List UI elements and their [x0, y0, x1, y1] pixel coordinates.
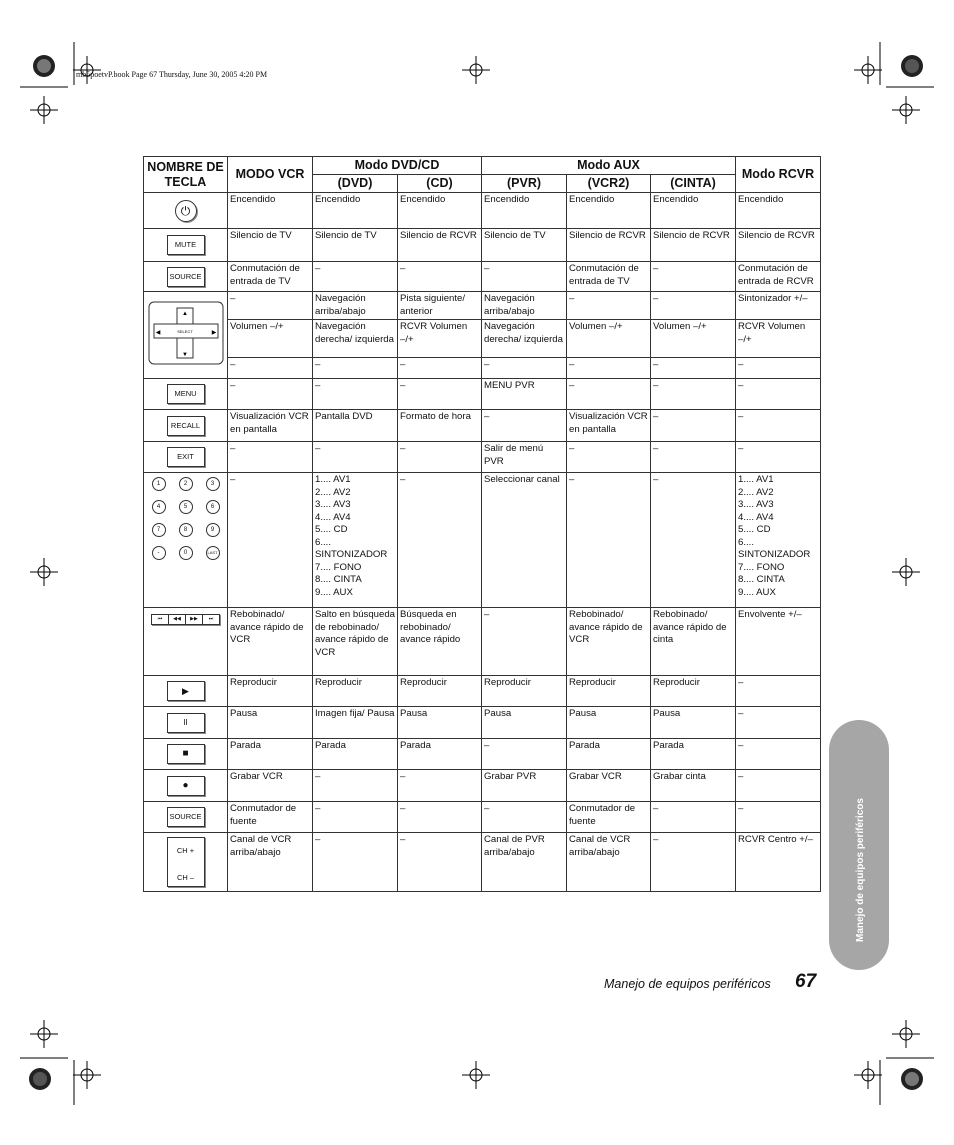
rewind-icon: ◀◀: [169, 615, 186, 624]
table-cell: –: [567, 358, 651, 379]
table-cell: Volumen –/+: [651, 320, 736, 358]
table-row: [144, 833, 821, 892]
table-cell: Parada: [313, 739, 398, 770]
table-cell: Silencio de TV: [482, 229, 567, 262]
table-cell: Salto en búsqueda de rebobinado/ avance rápido de VCR: [313, 608, 398, 676]
table-cell: –: [398, 473, 482, 608]
table-cell: –: [736, 739, 821, 770]
table-cell: Reproducir: [651, 676, 736, 707]
col-dvd: (DVD): [313, 175, 398, 193]
table-cell: Silencio de TV: [313, 229, 398, 262]
skip-back-icon: ⏮: [152, 615, 169, 624]
source-key-icon: SOURCE: [167, 267, 205, 287]
section-side-label: Manejo de equipos periféricos: [855, 798, 866, 942]
fast-forward-icon: ▶▶: [186, 615, 203, 624]
table-cell: 1.... AV1 2.... AV2 3.... AV3 4.... AV4 5.... CD 6.... SINTONIZADOR 7.... FONO 8.... CINTA 9.... AUX: [736, 473, 821, 608]
num-6-icon: 6: [206, 500, 220, 514]
table-cell: Seleccionar canal: [482, 473, 567, 608]
record-key-icon: ●: [167, 776, 205, 796]
table-cell: –: [567, 379, 651, 410]
table-cell: Conmutación de entrada de TV: [567, 262, 651, 292]
col-vcr-mode: MODO VCR: [228, 157, 313, 193]
table-cell: –: [398, 358, 482, 379]
table-cell: Encendido: [228, 193, 313, 229]
table-cell: Imagen fija/ Pausa: [313, 707, 398, 739]
svg-text:▶: ▶: [211, 329, 216, 336]
num-2-icon: 2: [179, 477, 193, 491]
table-cell: Sintonizador +/–: [736, 292, 821, 320]
table-cell: –: [228, 442, 313, 473]
stop-key-icon: ■: [167, 744, 205, 764]
table-cell: Grabar VCR: [567, 770, 651, 802]
table-row: [144, 292, 821, 320]
table-cell: Grabar cinta: [651, 770, 736, 802]
table-cell: Pausa: [398, 707, 482, 739]
table-cell: Rebobinado/ avance rápido de VCR: [228, 608, 313, 676]
table-cell: –: [398, 262, 482, 292]
table-cell: Conmutador de fuente: [567, 802, 651, 833]
table-cell: –: [398, 802, 482, 833]
table-cell: –: [313, 379, 398, 410]
table-cell: –: [228, 379, 313, 410]
svg-text:◀: ◀: [155, 329, 160, 336]
table-cell: Pausa: [651, 707, 736, 739]
table-row: [144, 707, 821, 739]
table-cell: –: [651, 292, 736, 320]
transport-keys-icon: [151, 614, 220, 625]
table-cell: –: [736, 707, 821, 739]
table-cell: –: [651, 833, 736, 892]
num-5-icon: 5: [179, 500, 193, 514]
table-cell: Parada: [651, 739, 736, 770]
table-cell: Canal de VCR arriba/abajo: [228, 833, 313, 892]
table-cell: Parada: [567, 739, 651, 770]
table-cell: Silencio de RCVR: [398, 229, 482, 262]
table-cell: Navegación derecha/ izquierda: [482, 320, 567, 358]
table-cell: Salir de menú PVR: [482, 442, 567, 473]
table-cell: –: [651, 442, 736, 473]
dpad-select-label: SELECT: [176, 328, 193, 334]
num-last-icon: LAST: [206, 546, 220, 560]
table-cell: Visualización VCR en pantalla: [228, 410, 313, 442]
table-cell: Navegación arriba/abajo: [313, 292, 398, 320]
num-9-icon: 9: [206, 523, 220, 537]
table-cell: –: [567, 473, 651, 608]
table-cell: –: [313, 833, 398, 892]
table-cell: –: [651, 802, 736, 833]
table-cell: –: [313, 442, 398, 473]
table-cell: –: [228, 358, 313, 379]
table-row: [144, 193, 821, 229]
table-row: [144, 229, 821, 262]
table-cell: Rebobinado/ avance rápido de cinta: [651, 608, 736, 676]
table-cell: –: [313, 358, 398, 379]
table-row: [144, 358, 821, 379]
col-pvr: (PVR): [482, 175, 567, 193]
table-cell: –: [736, 442, 821, 473]
table-cell: –: [313, 262, 398, 292]
table-cell: Conmutador de fuente: [228, 802, 313, 833]
table-cell: Envolvente +/–: [736, 608, 821, 676]
table-cell: Canal de PVR arriba/abajo: [482, 833, 567, 892]
skip-forward-icon: ⏭: [208, 616, 214, 622]
table-cell: Volumen –/+: [228, 320, 313, 358]
channel-key-icon: [167, 837, 205, 887]
exit-key-icon: EXIT: [167, 447, 205, 467]
col-key-name: NOMBRE DE TECLA: [144, 157, 228, 193]
table-cell: –: [482, 802, 567, 833]
ch-up-label: CH +: [176, 846, 195, 855]
ch-down-label: CH –: [176, 872, 195, 882]
table-cell: –: [398, 442, 482, 473]
table-row: [144, 410, 821, 442]
table-row: [144, 320, 821, 358]
table-cell: Grabar PVR: [482, 770, 567, 802]
table-row: [144, 802, 821, 833]
table-cell: –: [313, 770, 398, 802]
table-cell: Pausa: [228, 707, 313, 739]
table-cell: Visualización VCR en pantalla: [567, 410, 651, 442]
header-row-1: [144, 157, 821, 175]
table-cell: Búsqueda en rebobinado/ avance rápido: [398, 608, 482, 676]
table-cell: Pausa: [567, 707, 651, 739]
col-cd: (CD): [398, 175, 482, 193]
table-cell: –: [567, 442, 651, 473]
table-cell: Encendido: [651, 193, 736, 229]
num-4-icon: 4: [152, 500, 166, 514]
table-cell: –: [651, 358, 736, 379]
table-row: [144, 379, 821, 410]
table-cell: Encendido: [567, 193, 651, 229]
table-cell: Reproducir: [567, 676, 651, 707]
num-1-icon: 1: [152, 477, 166, 491]
table-cell: –: [651, 379, 736, 410]
table-row: [144, 608, 821, 676]
num-3-icon: 3: [206, 477, 220, 491]
pause-key-icon: II: [167, 713, 205, 733]
key-icon-cell: [144, 193, 228, 229]
footer-title: Manejo de equipos periféricos: [604, 977, 771, 991]
table-cell: –: [651, 262, 736, 292]
source-key-icon-2: SOURCE: [167, 807, 205, 827]
table-cell: Silencio de RCVR: [651, 229, 736, 262]
table-cell: Reproducir: [313, 676, 398, 707]
table-cell: –: [736, 770, 821, 802]
play-key-icon: ▶: [167, 681, 205, 701]
table-cell: –: [482, 410, 567, 442]
col-dvdcd-mode: Modo DVD/CD: [313, 157, 482, 175]
num-8-icon: 8: [179, 523, 193, 537]
table-row: [144, 473, 821, 608]
table-cell: Conmutación de entrada de RCVR: [736, 262, 821, 292]
table-cell: RCVR Volumen –/+: [736, 320, 821, 358]
table-cell: –: [482, 739, 567, 770]
table-row: [144, 442, 821, 473]
table-cell: –: [398, 833, 482, 892]
remote-key-table: [143, 156, 821, 892]
col-cinta: (CINTA): [651, 175, 736, 193]
table-cell: Canal de VCR arriba/abajo: [567, 833, 651, 892]
table-cell: –: [398, 379, 482, 410]
svg-text:▲: ▲: [181, 310, 188, 317]
table-cell: RCVR Centro +/–: [736, 833, 821, 892]
table-row: [144, 262, 821, 292]
table-cell: –: [736, 676, 821, 707]
table-row: [144, 770, 821, 802]
table-cell: –: [482, 262, 567, 292]
table-cell: MENU PVR: [482, 379, 567, 410]
table-cell: Volumen –/+: [567, 320, 651, 358]
file-header: mb5poetvP.book Page 67 Thursday, June 30, 2005 4:20 PM: [76, 70, 268, 79]
table-cell: 1.... AV1 2.... AV2 3.... AV3 4.... AV4 5.... CD 6.... SINTONIZADOR 7.... FONO 8.... CINTA 9.... AUX: [313, 473, 398, 608]
table-cell: Parada: [228, 739, 313, 770]
table-cell: Reproducir: [228, 676, 313, 707]
num-7-icon: 7: [152, 523, 166, 537]
num-0-icon: 0: [179, 546, 193, 560]
col-vcr2: (VCR2): [567, 175, 651, 193]
table-cell: –: [398, 770, 482, 802]
table-cell: Reproducir: [398, 676, 482, 707]
table-cell: Pausa: [482, 707, 567, 739]
table-cell: –: [313, 802, 398, 833]
table-cell: Navegación derecha/ izquierda: [313, 320, 398, 358]
page-number: 67: [795, 971, 817, 992]
table-cell: –: [736, 358, 821, 379]
table-cell: Parada: [398, 739, 482, 770]
table-cell: –: [567, 292, 651, 320]
table-cell: Encendido: [736, 193, 821, 229]
table-cell: –: [228, 292, 313, 320]
table-cell: Encendido: [482, 193, 567, 229]
table-cell: –: [482, 608, 567, 676]
table-cell: Encendido: [398, 193, 482, 229]
table-cell: –: [736, 410, 821, 442]
table-row: [144, 739, 821, 770]
numpad-icon: [144, 473, 227, 564]
table-cell: RCVR Volumen –/+: [398, 320, 482, 358]
svg-text:▼: ▼: [181, 351, 188, 358]
table-cell: –: [228, 473, 313, 608]
table-cell: Reproducir: [482, 676, 567, 707]
table-cell: –: [651, 410, 736, 442]
col-rcvr-mode: Modo RCVR: [736, 157, 821, 193]
power-icon: ⏻: [175, 200, 197, 222]
table-cell: Navegación arriba/abajo: [482, 292, 567, 320]
col-aux-mode: Modo AUX: [482, 157, 736, 175]
table-cell: –: [736, 379, 821, 410]
recall-key-icon: RECALL: [167, 416, 205, 436]
table-cell: Silencio de TV: [228, 229, 313, 262]
table-row: [144, 676, 821, 707]
table-cell: –: [736, 802, 821, 833]
table-cell: Grabar VCR: [228, 770, 313, 802]
table-cell: Conmutación de entrada de TV: [228, 262, 313, 292]
table-cell: –: [651, 473, 736, 608]
table-cell: Silencio de RCVR: [736, 229, 821, 262]
table-cell: Pantalla DVD: [313, 410, 398, 442]
table-cell: Encendido: [313, 193, 398, 229]
table-cell: Formato de hora: [398, 410, 482, 442]
mute-key-icon: MUTE: [167, 235, 205, 255]
table-cell: Rebobinado/ avance rápido de VCR: [567, 608, 651, 676]
table-cell: –: [482, 358, 567, 379]
dpad-key-icon: [147, 300, 225, 366]
num-dash-icon: -: [152, 546, 166, 560]
table-cell: Pista siguiente/ anterior: [398, 292, 482, 320]
table-cell: Silencio de RCVR: [567, 229, 651, 262]
menu-key-icon: MENU: [167, 384, 205, 404]
